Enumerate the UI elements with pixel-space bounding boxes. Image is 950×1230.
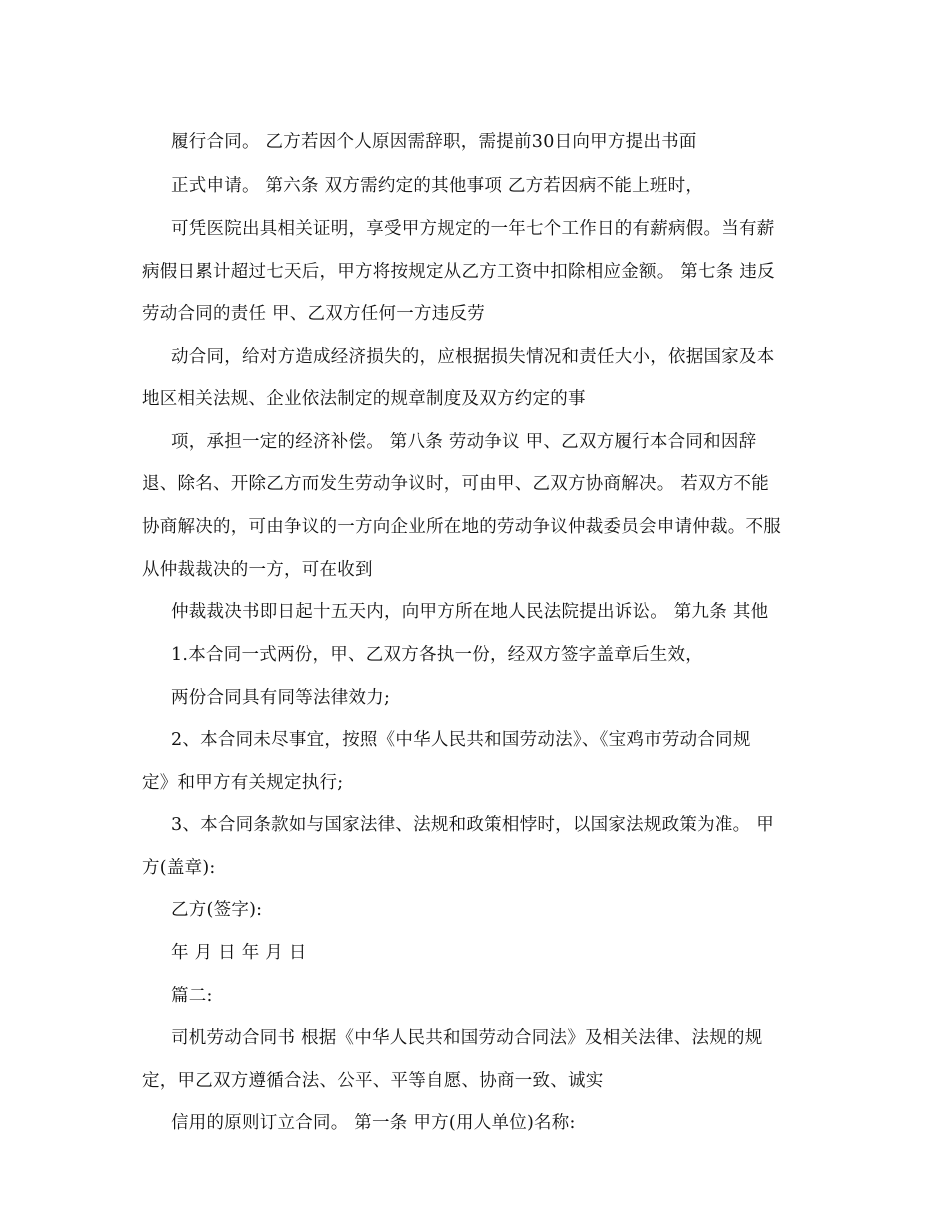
text-line: 劳动合同的责任 甲、乙双方任何一方违反劳 bbox=[142, 304, 486, 324]
text-line: 司机劳动合同书 根据《中华人民共和国劳动合同法》及相关法律、法规的规 bbox=[171, 1028, 763, 1048]
text-line: 定，甲乙双方遵循合法、公平、平等自愿、协商一致、诚实 bbox=[142, 1071, 604, 1091]
text-line: 仲裁裁决书即日起十五天内，向甲方所在地人民法院提出诉讼。 第九条 其他 bbox=[171, 602, 769, 622]
text-line: 履行合同。 乙方若因个人原因需辞职，需提前30日向甲方提出书面 bbox=[171, 132, 697, 152]
text-line: 2、本合同未尽事宜，按照《中华人民共和国劳动法》、《宝鸡市劳动合同规 bbox=[171, 730, 751, 750]
text-line: 3、本合同条款如与国家法律、法规和政策相悖时，以国家法规政策为准。 甲 bbox=[171, 815, 774, 835]
text-line: 定》和甲方有关规定执行; bbox=[142, 773, 344, 793]
text-line: 年 月 日 年 月 日 bbox=[171, 943, 307, 963]
text-line: 1.本合同一式两份，甲、乙双方各执一份，经双方签字盖章后生效， bbox=[171, 645, 703, 665]
text-line: 地区相关法规、企业依法制定的规章制度及双方约定的事 bbox=[142, 389, 586, 409]
text-line: 乙方(签字): bbox=[171, 900, 263, 920]
text-line: 方(盖章): bbox=[142, 858, 216, 878]
text-line: 篇二: bbox=[171, 986, 213, 1006]
text-line: 协商解决的，可由争议的一方向企业所在地的劳动争议仲裁委员会申请仲裁。不服 bbox=[142, 517, 781, 537]
text-line: 退、除名、开除乙方而发生劳动争议时，可由甲、乙双方协商解决。 若双方不能 bbox=[142, 474, 770, 494]
text-line: 两份合同具有同等法律效力; bbox=[171, 688, 391, 708]
text-line: 病假日累计超过七天后，甲方将按规定从乙方工资中扣除相应金额。 第七条 违反 bbox=[142, 262, 775, 282]
text-line: 项，承担一定的经济补偿。 第八条 劳动争议 甲、乙双方履行本合同和因辞 bbox=[171, 432, 757, 452]
text-line: 从仲裁裁决的一方，可在收到 bbox=[142, 560, 373, 580]
text-line: 动合同，给对方造成经济损失的，应根据损失情况和责任大小，依据国家及本 bbox=[171, 347, 775, 367]
text-line: 信用的原则订立合同。 第一条 甲方(用人单位)名称: bbox=[171, 1113, 576, 1133]
text-line: 正式申请。 第六条 双方需约定的其他事项 乙方若因病不能上班时， bbox=[171, 176, 704, 196]
text-line: 可凭医院出具相关证明，享受甲方规定的一年七个工作日的有薪病假。当有薪 bbox=[171, 219, 775, 239]
